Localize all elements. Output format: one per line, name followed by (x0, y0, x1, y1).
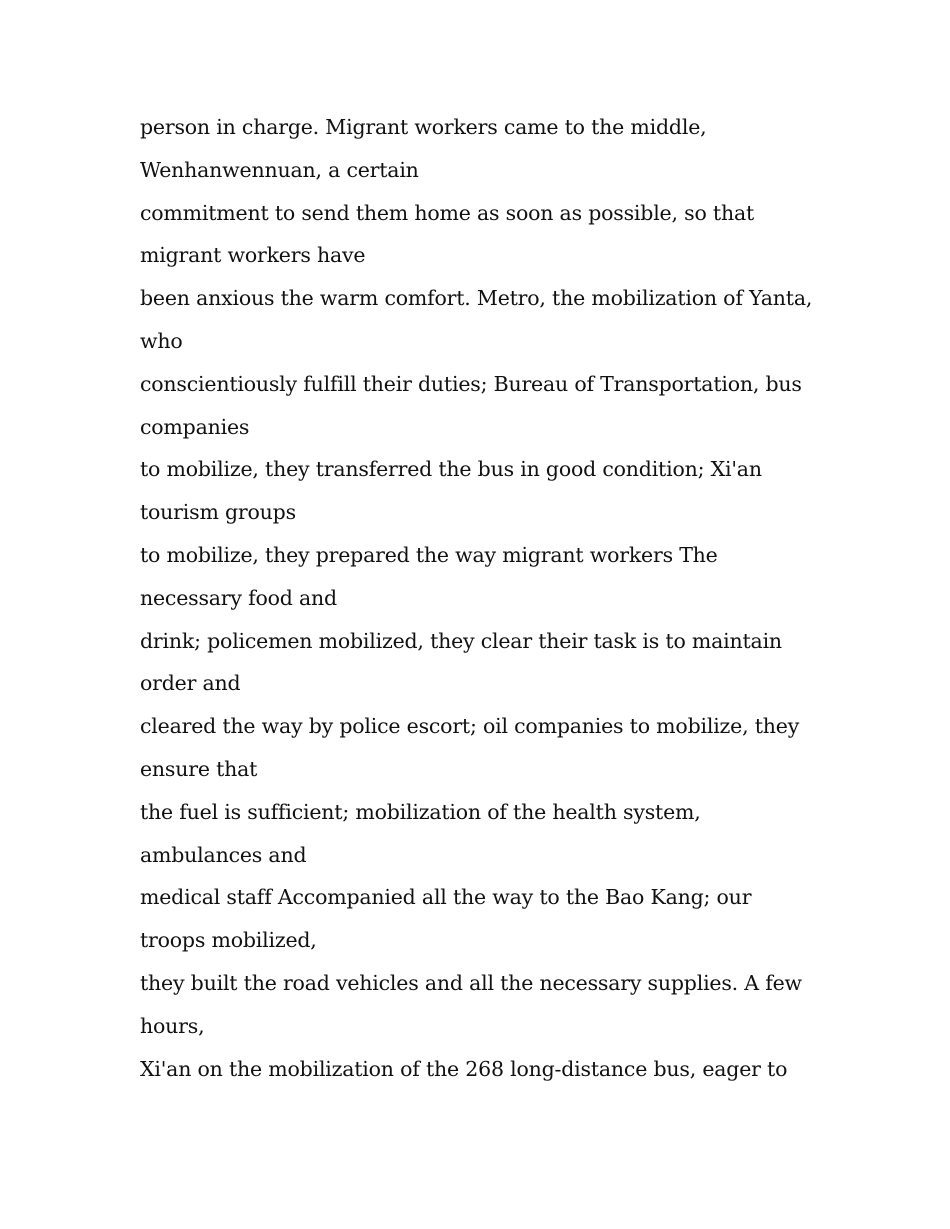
text-line: tourism groups (140, 500, 296, 525)
text-line: Xi'an on the mobilization of the 268 long-distance bus, eager to (140, 1056, 788, 1081)
text-line: to mobilize, they prepared the way migrant workers The (140, 542, 718, 567)
text-line: hours, (140, 1013, 205, 1038)
text-line: order and (140, 671, 241, 696)
text-line: drink; policemen mobilized, they clear their task is to maintain (140, 628, 782, 653)
text-line: to mobilize, they transferred the bus in good condition; Xi'an (140, 457, 762, 482)
text-line: migrant workers have (140, 243, 366, 268)
text-line: who (140, 328, 183, 353)
text-line: the fuel is sufficient; mobilization of the health system, (140, 799, 701, 824)
text-line: troops mobilized, (140, 928, 317, 953)
text-line: Wenhanwennuan, a certain (140, 157, 419, 182)
text-line: been anxious the warm comfort. Metro, the mobilization of Yanta, (140, 286, 813, 311)
text-line: companies (140, 414, 250, 439)
body-text (140, 106, 830, 1090)
text-line: commitment to send them home as soon as possible, so that (140, 200, 755, 225)
text-line: conscientiously fulfill their duties; Bureau of Transportation, bus (140, 371, 802, 396)
text-line: they built the road vehicles and all the necessary supplies. A few (140, 970, 802, 995)
text-line: ensure that (140, 756, 258, 781)
text-line: person in charge. Migrant workers came to the middle, (140, 115, 707, 139)
text-line: ambulances and (140, 842, 307, 867)
text-line: medical staff Accompanied all the way to the Bao Kang; our (140, 885, 752, 910)
text-line: cleared the way by police escort; oil companies to mobilize, they (140, 714, 800, 739)
text-line: necessary food and (140, 585, 337, 610)
